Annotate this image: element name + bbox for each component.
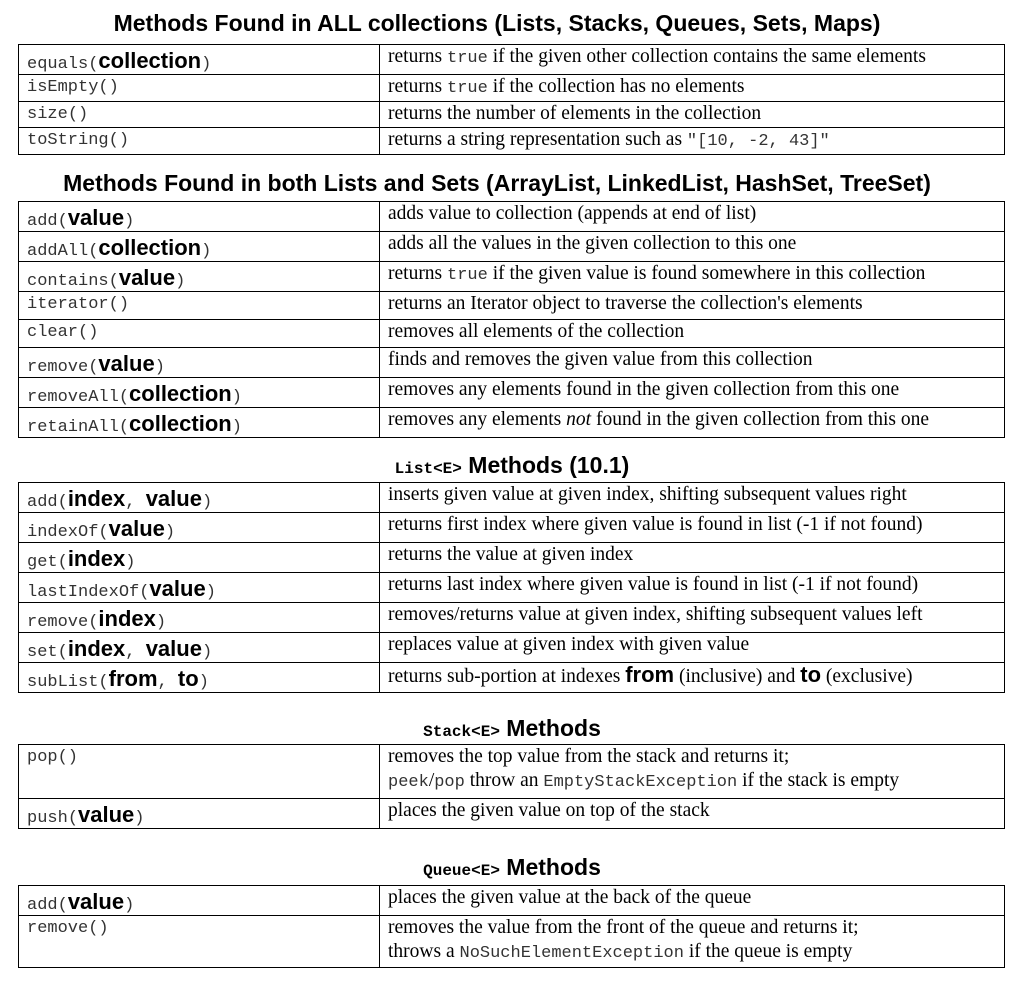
table-row xyxy=(19,202,1005,232)
table-row xyxy=(19,75,1005,102)
method-description: places the given value on top of the stack xyxy=(380,799,1005,829)
method-description: returns the number of elements in the collection xyxy=(380,102,1005,128)
method-description: finds and removes the given value from this collection xyxy=(380,348,1005,378)
table-row xyxy=(19,916,1005,968)
method-signature: set(index, value) xyxy=(19,633,380,663)
method-description: returns first index where given value is found in list (-1 if not found) xyxy=(380,513,1005,543)
section-title: Methods Found in ALL collections (Lists, Stacks, Queues, Sets, Maps) xyxy=(113,10,881,36)
method-description: returns a string representation such as "[10, -2, 43]" xyxy=(380,128,1005,155)
method-description: returns last index where given value is found in list (-1 if not found) xyxy=(380,573,1005,603)
method-description: returns an Iterator object to traverse the collection's elements xyxy=(380,292,1005,320)
table-row xyxy=(19,45,1005,75)
table-row xyxy=(19,633,1005,663)
table-row xyxy=(19,573,1005,603)
method-description: removes all elements of the collection xyxy=(380,320,1005,348)
method-signature: equals(collection) xyxy=(19,45,380,75)
method-description: inserts given value at given index, shifting subsequent values right xyxy=(380,483,1005,513)
table-row xyxy=(19,799,1005,829)
method-signature: lastIndexOf(value) xyxy=(19,573,380,603)
method-description: removes/returns value at given index, shifting subsequent values left xyxy=(380,603,1005,633)
method-description: removes the value from the front of the queue and returns it; throws a NoSuchElementException if the queue is empty xyxy=(380,916,1005,968)
method-signature: indexOf(value) xyxy=(19,513,380,543)
method-signature: add(index, value) xyxy=(19,483,380,513)
method-description: returns the value at given index xyxy=(380,543,1005,573)
table-row xyxy=(19,663,1005,693)
methods-table-queue xyxy=(18,885,1005,968)
method-description: returns true if the given value is found somewhere in this collection xyxy=(380,262,1005,292)
section-title: Queue<E> Methods xyxy=(423,854,601,880)
method-signature: contains(value) xyxy=(19,262,380,292)
method-description: returns true if the collection has no elements xyxy=(380,75,1005,102)
methods-table-all xyxy=(18,44,1005,155)
method-description: adds value to collection (appends at end of list) xyxy=(380,202,1005,232)
section-queue-methods xyxy=(0,854,1024,884)
method-description: places the given value at the back of the queue xyxy=(380,886,1005,916)
method-signature: isEmpty() xyxy=(19,75,380,102)
method-description: removes the top value from the stack and returns it; peek/pop throw an EmptyStackException if the stack is empty xyxy=(380,745,1005,799)
section-all-collections xyxy=(0,10,1024,36)
method-signature: addAll(collection) xyxy=(19,232,380,262)
section-title: Methods Found in both Lists and Sets (ArrayList, LinkedList, HashSet, TreeSet) xyxy=(63,170,931,196)
table-row xyxy=(19,543,1005,573)
table-row xyxy=(19,128,1005,155)
method-signature: add(value) xyxy=(19,886,380,916)
section-list-methods xyxy=(0,452,1024,482)
method-signature: clear() xyxy=(19,320,380,348)
method-signature: remove(value) xyxy=(19,348,380,378)
method-signature: get(index) xyxy=(19,543,380,573)
table-row xyxy=(19,886,1005,916)
method-signature: push(value) xyxy=(19,799,380,829)
method-description: returns true if the given other collection contains the same elements xyxy=(380,45,1005,75)
method-description: returns sub-portion at indexes from (inclusive) and to (exclusive) xyxy=(380,663,1005,693)
table-row xyxy=(19,348,1005,378)
table-row xyxy=(19,232,1005,262)
section-title: Stack<E> Methods xyxy=(423,715,601,741)
method-signature: pop() xyxy=(19,745,380,799)
method-signature: subList(from, to) xyxy=(19,663,380,693)
section-stack-methods xyxy=(0,715,1024,745)
table-row xyxy=(19,292,1005,320)
method-signature: remove(index) xyxy=(19,603,380,633)
method-signature: remove() xyxy=(19,916,380,968)
table-row xyxy=(19,320,1005,348)
table-row xyxy=(19,513,1005,543)
method-signature: iterator() xyxy=(19,292,380,320)
method-signature: size() xyxy=(19,102,380,128)
methods-table-lists-sets xyxy=(18,201,1005,438)
method-signature: toString() xyxy=(19,128,380,155)
method-description: replaces value at given index with given value xyxy=(380,633,1005,663)
method-signature: removeAll(collection) xyxy=(19,378,380,408)
methods-table-stack xyxy=(18,744,1005,829)
method-description: removes any elements found in the given collection from this one xyxy=(380,378,1005,408)
table-row xyxy=(19,262,1005,292)
table-row xyxy=(19,603,1005,633)
table-row xyxy=(19,408,1005,438)
method-description: removes any elements not found in the given collection from this one xyxy=(380,408,1005,438)
section-lists-and-sets xyxy=(0,170,1024,196)
table-row xyxy=(19,483,1005,513)
table-row xyxy=(19,745,1005,799)
method-signature: retainAll(collection) xyxy=(19,408,380,438)
table-row xyxy=(19,102,1005,128)
method-description: adds all the values in the given collection to this one xyxy=(380,232,1005,262)
table-row xyxy=(19,378,1005,408)
section-title: List<E> Methods (10.1) xyxy=(394,452,630,478)
methods-table-list xyxy=(18,482,1005,693)
method-signature: add(value) xyxy=(19,202,380,232)
